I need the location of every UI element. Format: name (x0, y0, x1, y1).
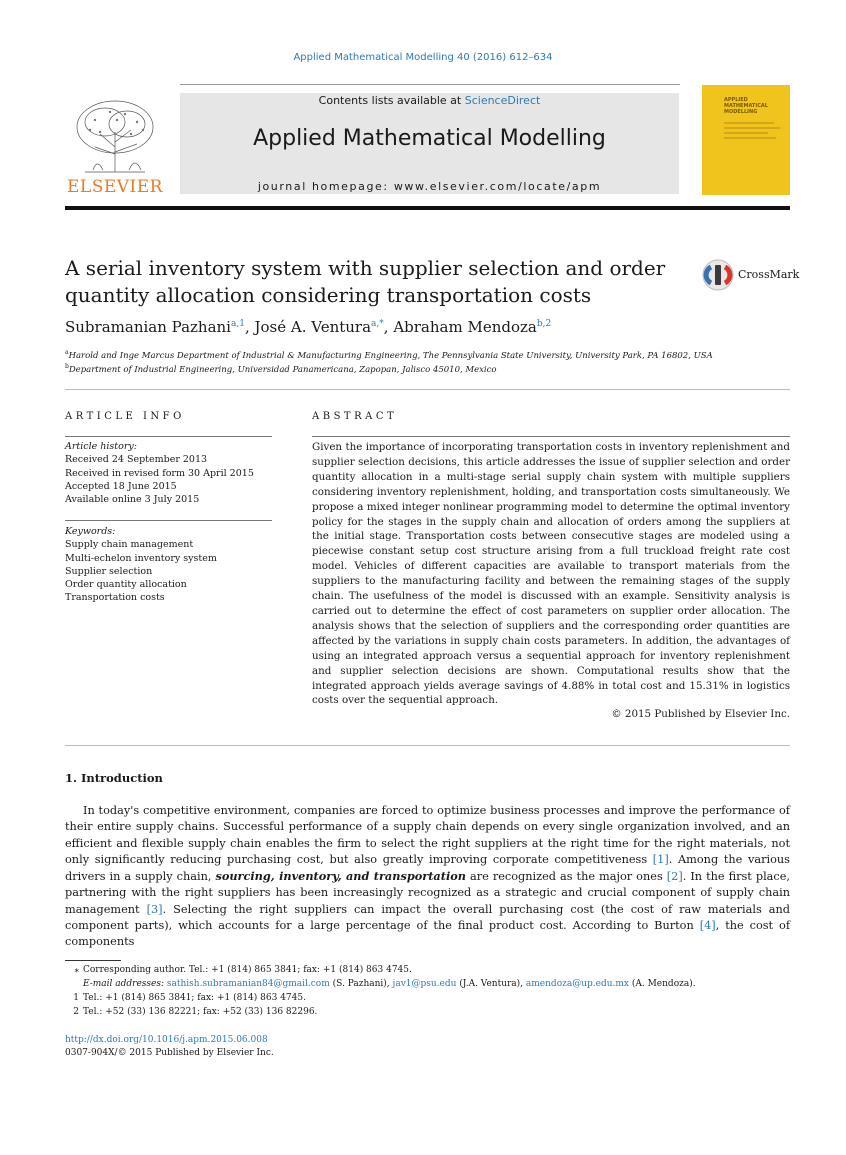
elsevier-wordmark: ELSEVIER (67, 177, 163, 197)
cover-title: APPLIED MATHEMATICAL MODELLING (724, 97, 768, 115)
body-text: . Among the various drivers in a supply chain, (65, 852, 790, 884)
emphasis-text: sourcing, inventory, and transportation (215, 869, 467, 884)
history-item: Received in revised form 30 April 2015 (65, 467, 254, 479)
intro-paragraph (65, 803, 790, 951)
body-text: In today's competitive environment, companies are forced to optimize business processes and improve the performance of their entire supply chains. Successful performance of a supply chain depends on every single organization involved, and an efficient and flexible supply chain enables the firm to select the right suppliers at the right time for the right materials, not only significantly reducing purchasing cost, but also greatly improving corporate competitiveness (65, 804, 790, 866)
keywords-label: Keywords: (65, 526, 116, 537)
header-thick-rule (65, 206, 790, 210)
keyword-item: Order quantity allocation (65, 579, 187, 591)
affiliation-text: Department of Industrial Engineering, Universidad Panamericana, Zapopan, Jalisco 45010, Mexico (68, 364, 497, 375)
body-text: . In the first place, partnering with the right suppliers has been increasingly recognized as a strategic and crucial component of supply chain management (65, 870, 791, 916)
footnote-text: Tel.: +52 (33) 136 82221; fax: +52 (33) 136 82296. (83, 1007, 318, 1017)
cover-text-lines (724, 120, 786, 150)
email-owner: (J.A. Ventura), (456, 979, 526, 989)
abstract-heading: ABSTRACT (312, 411, 398, 422)
citation-link[interactable]: [1] (652, 852, 669, 866)
author-name: Subramanian Pazhani (65, 318, 231, 336)
footnote (65, 1007, 317, 1017)
body-text: , the cost of components (65, 919, 790, 949)
keyword-item: Multi-echelon inventory system (65, 552, 217, 564)
history-item: Available online 3 July 2015 (65, 494, 200, 506)
email-link[interactable]: sathish.subramanian84@gmail.com (166, 979, 330, 989)
footnote-mark: ⁎ (74, 965, 79, 975)
email-owner: (S. Pazhani), (329, 979, 393, 989)
footnote-mark: 2 (73, 1007, 79, 1017)
citation-link[interactable]: [2] (666, 870, 683, 884)
journal-reference[interactable]: Applied Mathematical Modelling 40 (2016) 612–634 (293, 52, 553, 63)
author-affil-sup[interactable]: b,2 (536, 319, 552, 329)
body-text: . Selecting the right suppliers can impact the overall purchasing cost (the cost of raw materials and component parts), which accounts for a large percentage of the final product cost. According to Burton (65, 902, 790, 933)
keywords (65, 525, 272, 605)
homepage-prefix: journal homepage: (257, 180, 394, 193)
journal-homepage (180, 180, 679, 193)
affiliation-mark: b (65, 363, 69, 370)
contents-line (180, 94, 679, 107)
email-link[interactable]: amendoza@up.edu.mx (525, 979, 629, 989)
footnote-text: Corresponding author. Tel.: +1 (814) 865 3841; fax: +1 (814) 863 4745. (83, 965, 412, 975)
author-affil-sup[interactable]: a,1 (230, 319, 245, 329)
divider (65, 520, 272, 521)
divider (65, 436, 272, 437)
keyword-item: Supply chain management (65, 539, 194, 551)
journal-title: Applied Mathematical Modelling (253, 126, 606, 151)
email-label: E-mail addresses: (83, 979, 167, 989)
author-list: Subramanian Pazhani$^{a,1}$, José A. Ventura$^{a,*}$, Abraham Mendoza$^{b,2}$ (65, 318, 552, 336)
crossmark-label[interactable]: CrossMark (738, 268, 800, 281)
header-divider (180, 84, 680, 85)
issn-line: 0307-904X/© 2015 Published by Elsevier Inc. (65, 1048, 274, 1058)
footnote-mark: 1 (73, 993, 79, 1003)
author-name: Abraham Mendoza (393, 318, 537, 336)
section-heading: 1. Introduction (65, 771, 163, 785)
email-owner: (A. Mendoza). (629, 979, 696, 989)
sciencedirect-link[interactable]: ScienceDirect (464, 94, 541, 107)
author-name: José A. Ventura (254, 318, 372, 336)
abstract-text: Given the importance of incorporating transportation costs in inventory replenishment and supplier selection decisions, this article addresses the issue of supplier selection and order quantity allocation in a multi-stage serial supply chain system with multiple suppliers considering inventory replenishment, holding, and transportation costs simultaneously. We propose a mixed integer nonlinear programming model to determine the optimal inventory policy for the stages in the supply chain and allocation of orders among the suppliers at the initial stage. Transportation costs between consecutive stages are modeled using a piecewise constant setup cost structure arising from a full truckload freight rate cost model. Vehicles of different capacities are available to transport materials from the suppliers to the manufacturing facility and between the remaining stages of the supply chain. The usefulness of the model is discussed with an example. Sensitivity analysis is carried out to determine the effect of cost parameters on supplier order allocation. The analysis shows that the selection of suppliers and the corresponding order quantities are affected by the variations in supply chain costs parameters. In addition, the advantages of using an integrated approach versus a sequential approach for inventory replenishment and supplier selection decisions are shown. Computational results show that the integrated approach yields average savings of 4.88% in total cost and 15.31% in logistics costs over the sequential approach. (312, 441, 790, 707)
citation-link[interactable]: [3] (146, 902, 163, 916)
affiliation-mark: a (65, 349, 69, 356)
keyword-item: Supplier selection (65, 565, 153, 577)
footnote-rule (65, 960, 121, 961)
divider (312, 436, 790, 437)
history-label: Article history: (65, 441, 137, 452)
history-item: Received 24 September 2013 (65, 454, 208, 466)
affiliation-text: Harold and Inge Marcus Department of Industrial & Manufacturing Engineering, The Pennsylvania State University, University Park, PA 16802, USA (68, 350, 713, 361)
body-text: are recognized as the major ones (466, 870, 667, 884)
citation-link[interactable]: [4] (699, 919, 716, 933)
affiliation (65, 363, 497, 375)
article-history (65, 440, 272, 506)
keyword-item: Transportation costs (65, 592, 165, 604)
footnote-corresponding (65, 965, 412, 975)
divider (65, 389, 790, 390)
doi-link[interactable]: http://dx.doi.org/10.1016/j.apm.2015.06.008 (65, 1035, 268, 1045)
article-info-heading: ARTICLE INFO (65, 411, 185, 422)
email-link[interactable]: jav1@psu.edu (392, 979, 457, 989)
author-affil-sup[interactable]: a,* (371, 319, 384, 329)
copyright-notice: © 2015 Published by Elsevier Inc. (611, 708, 790, 720)
homepage-link[interactable]: www.elsevier.com/locate/apm (393, 180, 602, 193)
footnote-emails (65, 979, 696, 989)
article-title: A serial inventory system with supplier selection and order quantity allocation considering transportation costs (65, 256, 666, 307)
footnote-text: Tel.: +1 (814) 865 3841; fax: +1 (814) 863 4745. (83, 993, 306, 1003)
history-item: Accepted 18 June 2015 (65, 480, 177, 492)
divider (65, 745, 790, 746)
crossmark-icon[interactable] (702, 259, 734, 291)
footnote (65, 993, 306, 1003)
contents-prefix: Contents lists available at (318, 94, 465, 107)
affiliation (65, 349, 713, 361)
